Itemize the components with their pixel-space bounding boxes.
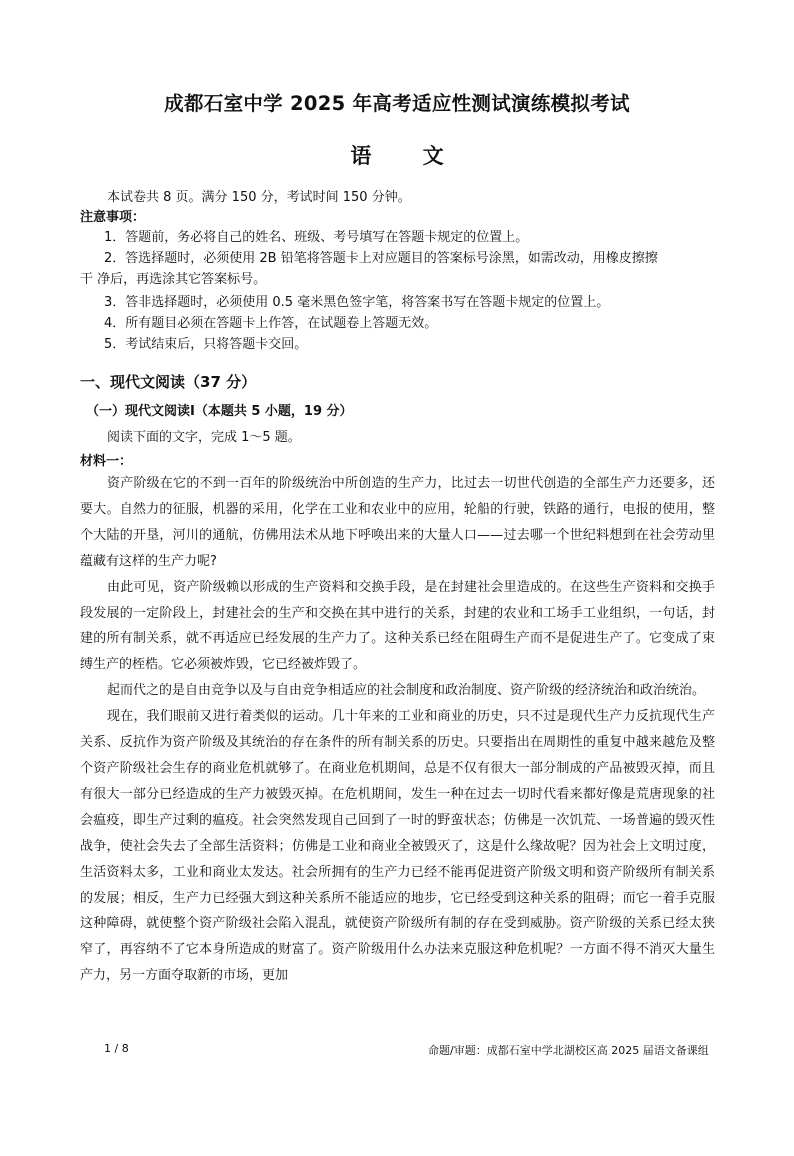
- subject-title: 语 文: [350, 144, 466, 168]
- passage-paragraph: 现在，我们眼前又进行着类似的运动。几十年来的工业和商业的历史，只不过是现代生产力反抗现代生产关系、反抗作为资产阶级及其统治的存在条件的所有制关系的历史。只要指出在周期性的重复中越来越危及整个资产阶级社会生存的商业危机就够了。在商业危机期间，总是不仅有很大一部分制成的产品被毁灭掉，而且有很大一部分已经造成的生产力被毁灭掉。在危机期间，发生一种在过去一切时代看来都好像是荒唐现象的社会瘟疫，即生产过剩的瘟疫。社会突然发现自己回到了一时的野蛮状态；仿佛是一次饥荒、一场普遍的毁灭性战争，使社会失去了全部生活资料；仿佛是工业和商业全被毁灭了，这是什么缘故呢？因为社会上文明过度，生活资料太多，工业和商业太发达。社会所拥有的生产力已经不能再促进资产阶级文明和资产阶级所有制关系的发展；相反，生产力已经强大到这种关系所不能适应的地步，它已经受到这种关系的阻碍；而它一着手克服这种障碍，就使整个资产阶级社会陷入混乱，就使资产阶级所有制的存在受到威胁。资产阶级的关系已经太狭窄了，再容纳不了它本身所造成的财富了。资产阶级用什么办法来克服这种危机呢？一方面不得不消灭大量生产力，另一方面夺取新的市场，更加: [80, 709, 715, 984]
- notice-list: [80, 227, 724, 355]
- passage-paragraph: 由此可见，资产阶级赖以形成的生产资料和交换手段，是在封建社会里造成的。在这些生产资料和交换手段发展的一定阶段上，封建社会的生产和交换在其中进行的关系，封建的农业和工场手工业组织，一句话，封建的所有制关系，就不再适应已经发展的生产力了。这种关系已经在阻碍生产而不是促进生产了。它变成了束缚生产的桎梏。它必须被炸毁，它已经被炸毁了。: [80, 579, 715, 673]
- passage-paragraph: 起而代之的是自由竞争以及与自由竞争相适应的社会制度和政治制度、资产阶级的经济统治和政治统治。: [107, 683, 706, 699]
- exam-intro: 本试卷共 8 页。满分 150 分，考试时间 150 分钟。: [107, 190, 411, 205]
- page-number: 1 / 8: [104, 1042, 129, 1055]
- passage: [80, 471, 715, 989]
- notice-item: 1．答题前，务必将自己的姓名、班级、考号填写在答题卡规定的位置上。: [104, 230, 529, 245]
- reading-instruction: 阅读下面的文字，完成 1～5 题。: [107, 430, 301, 445]
- passage-paragraph: 资产阶级在它的不到一百年的阶级统治中所创造的生产力，比过去一切世代创造的全部生产力还要多，还要大。自然力的征服，机器的采用，化学在工业和农业中的应用，轮船的行驶，铁路的通行，电报的使用，整个大陆的开垦，河川的通航，仿佛用法术从地下呼唤出来的大量人口——过去哪一个世纪料想到在社会劳动里蕴藏有这样的生产力呢?: [80, 476, 715, 569]
- footer-credit: 命题/审题：成都石室中学北湖校区高 2025 届语文备课组: [428, 1044, 709, 1057]
- notice-item: 3．答非选择题时，必须使用 0.5 毫米黑色签字笔，将答案书写在答题卡规定的位置上。: [104, 295, 610, 310]
- material-label: 材料一：: [80, 454, 133, 469]
- notice-item: 2．答选择题时，必须使用 2B 铅笔将答题卡上对应题目的答案标号涂黑，如需改动，用橡皮擦擦: [104, 251, 658, 266]
- notice-item-continuation: 干 净后，再选涂其它答案标号。: [80, 272, 267, 287]
- section-subheading: （一）现代文阅读Ⅰ（本题共 5 小题，19 分）: [86, 404, 353, 419]
- section-heading: 一、现代文阅读（37 分）: [80, 373, 257, 391]
- exam-title: 成都石室中学 2025 年高考适应性测试演练模拟考试: [164, 92, 630, 115]
- notice-heading: 注意事项：: [80, 210, 146, 225]
- notice-item: 5．考试结束后，只将答题卡交回。: [104, 337, 308, 352]
- notice-item: 4．所有题目必须在答题卡上作答，在试题卷上答题无效。: [104, 316, 438, 331]
